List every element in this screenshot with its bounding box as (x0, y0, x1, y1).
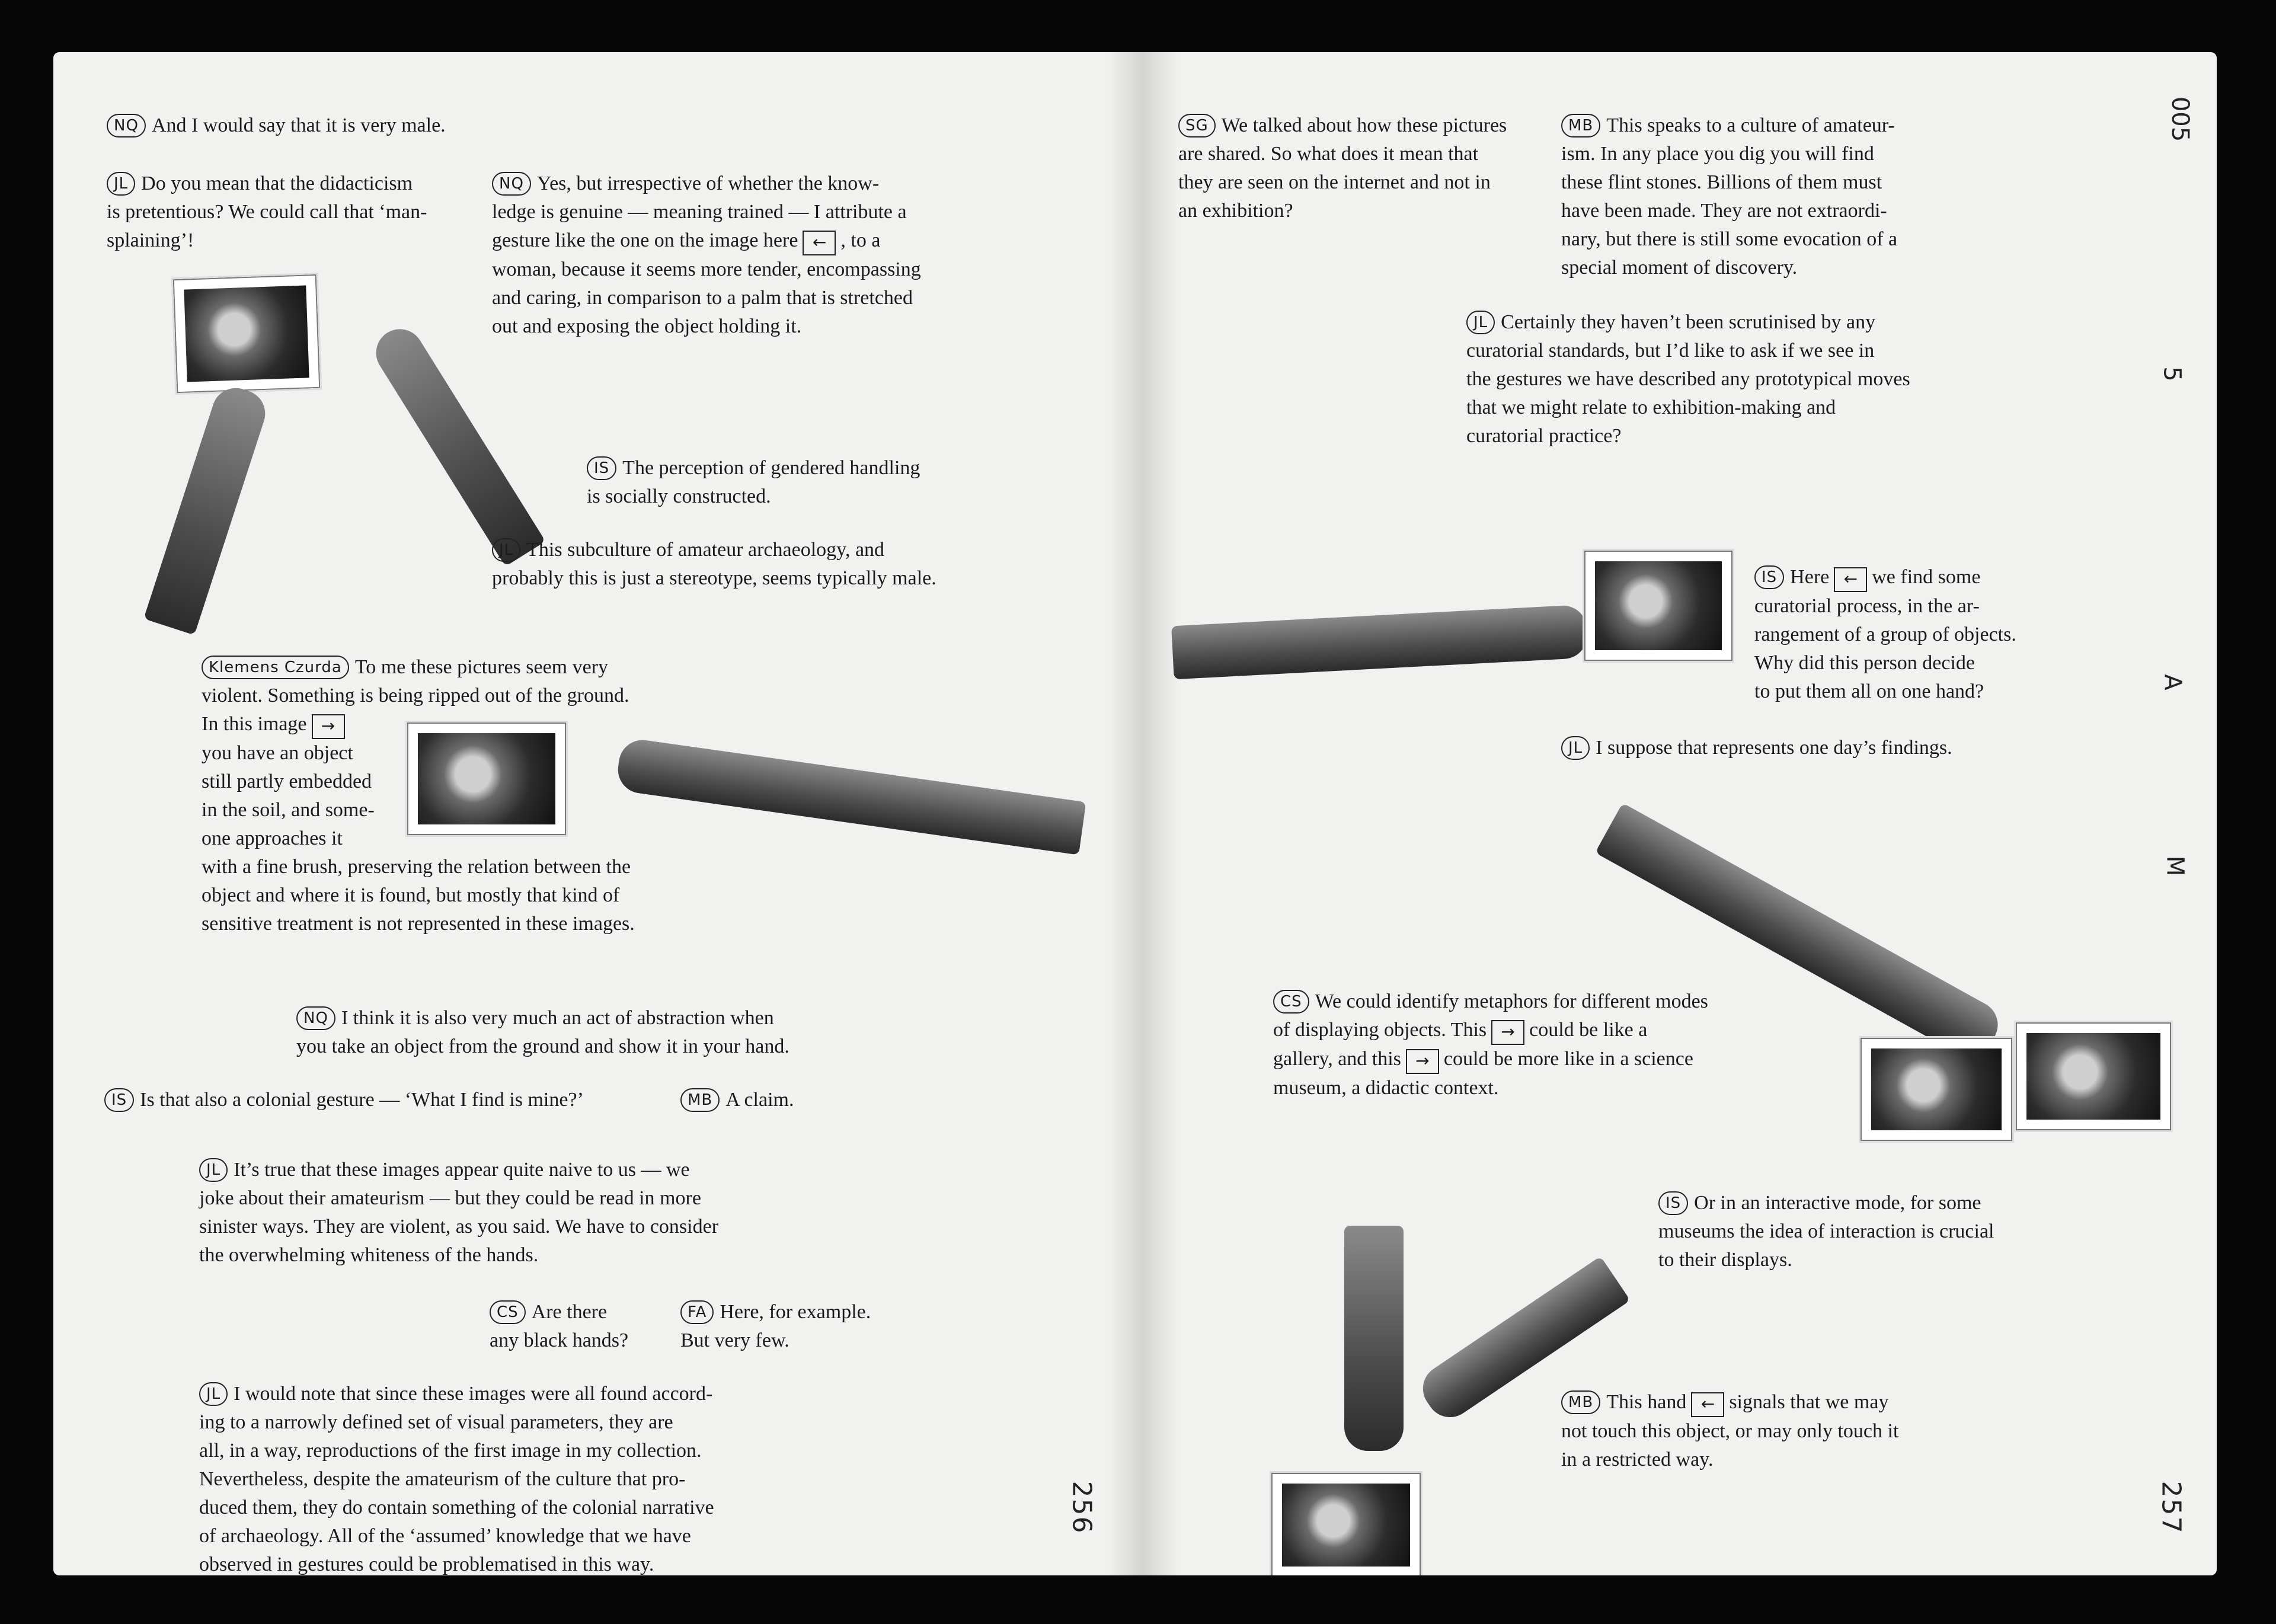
speaker-tag: MB (680, 1088, 720, 1112)
speaker-tag: JL (492, 538, 520, 562)
text-line: joke about their amateurism — but they could be read in more (199, 1187, 701, 1209)
dialogue-block-is-4 (1658, 1189, 1994, 1274)
speaker-tag: MB (1561, 114, 1600, 138)
text-line: signals that we may (1729, 1391, 1889, 1413)
text-line: woman, because it seems more tender, encompassing (492, 258, 921, 280)
speaker-tag: IS (1754, 565, 1784, 589)
text-line: ing to a narrowly defined set of visual parameters, they are (199, 1411, 673, 1433)
arrow-right-icon: → (1491, 1020, 1524, 1045)
text-line: special moment of discovery. (1561, 257, 1798, 279)
dialogue-block-is-3 (1754, 563, 2016, 706)
text-line: curatorial practice? (1466, 425, 1622, 447)
text-line: It’s true that these images appear quite naive to us — we (234, 1159, 690, 1181)
text-line: is pretentious? We could call that ‘man- (107, 201, 427, 223)
text-line: museums the idea of interaction is crucial (1658, 1220, 1994, 1242)
text-line: object and where it is found, but mostly that kind of (202, 884, 620, 906)
speaker-tag: CS (1273, 990, 1309, 1014)
speaker-tag: IS (1658, 1191, 1688, 1215)
speaker-tag: NQ (296, 1006, 335, 1030)
text-line: out and exposing the object holding it. (492, 315, 802, 337)
speaker-tag: SG (1178, 114, 1216, 138)
text-line: have been made. They are not extraordi- (1561, 200, 1887, 222)
text-line: We could identify metaphors for different modes (1315, 990, 1708, 1012)
text-line: Why did this person decide (1754, 652, 1975, 674)
arm-cutout-reaching (615, 737, 1086, 855)
text-line: you have an object (202, 742, 353, 764)
dialogue-block-nq-3 (296, 1004, 789, 1061)
text-line: splaining’! (107, 229, 194, 251)
text-line: duced them, they do contain something of the colonial narrative (199, 1497, 714, 1518)
text-line: Are there (531, 1301, 608, 1323)
text-line: We talked about how these pictures (1221, 114, 1507, 136)
text-line: In this image (202, 713, 307, 735)
dialogue-block-cs-1 (490, 1298, 628, 1355)
speaker-tag: IS (104, 1088, 134, 1112)
text-line: in the soil, and some- (202, 799, 375, 821)
dialogue-block-jl-3 (199, 1156, 718, 1270)
dialogue-block-mb-3 (1561, 1388, 1898, 1474)
arm-cutout-right (367, 320, 545, 567)
dialogue-block-mb-2 (1561, 111, 1897, 282)
dialogue-block-jl-5 (1466, 308, 1910, 450)
text-line: sinister ways. They are violent, as you said. We have to consider (199, 1216, 719, 1238)
text-line: in a restricted way. (1561, 1449, 1714, 1470)
photo-object-in-palm (1859, 1036, 2014, 1143)
text-line: nary, but there is still some evocation of a (1561, 228, 1898, 250)
text-line: are shared. So what does it mean that (1178, 143, 1479, 165)
speaker-tag: FA (680, 1300, 714, 1324)
text-line: Yes, but irrespective of whether the know- (536, 172, 880, 194)
text-line: I think it is also very much an act of abstraction when (341, 1007, 774, 1029)
arm-cutout-offering (1171, 605, 1588, 680)
text-line: I suppose that represents one day’s findings. (1596, 737, 1952, 759)
speaker-tag: Klemens Czurda (202, 656, 349, 679)
speaker-tag: NQ (107, 114, 146, 138)
text-line: to their displays. (1658, 1249, 1792, 1271)
arrow-right-icon: → (1406, 1049, 1439, 1074)
page-number-left: 256 (1066, 1481, 1097, 1535)
photo-objects-on-hand (1583, 549, 1734, 663)
text-line: probably this is just a stereotype, seems typically male. (492, 567, 936, 589)
left-page (53, 52, 1143, 1575)
text-line: This subculture of amateur archaeology, and (526, 539, 885, 561)
gutter-shadow-right (1143, 52, 1178, 1575)
text-line: of archaeology. All of the ‘assumed’ knowledge that we have (199, 1525, 691, 1547)
dialogue-block-jl-1 (107, 170, 427, 255)
running-head-letter: 5 (2158, 366, 2186, 382)
arm-cutout-left (143, 382, 271, 635)
text-line: curatorial standards, but I’d like to ask if we see in (1466, 340, 1875, 362)
speaker-tag: NQ (492, 172, 531, 196)
text-line: sensitive treatment is not represented in these images. (202, 913, 635, 935)
dialogue-block-jl-6 (1561, 734, 1952, 762)
dialogue-block-is-2 (104, 1086, 584, 1114)
speaker-tag: JL (199, 1382, 228, 1406)
photo-hands-holding-object (171, 273, 322, 395)
text-line: To me these pictures seem very (354, 656, 609, 678)
page-number-right: 257 (2156, 1481, 2187, 1535)
text-line: the gestures we have described any prototypical moves (1466, 368, 1910, 390)
text-line: museum, a didactic context. (1273, 1077, 1499, 1099)
dialogue-block-jl-4 (199, 1380, 714, 1575)
arm-cutout-vertical (1344, 1226, 1404, 1451)
text-line: that we might relate to exhibition-making and (1466, 397, 1836, 418)
text-line: could be like a (1529, 1019, 1648, 1041)
text-line: Certainly they haven’t been scrutinised by any (1501, 311, 1876, 333)
speaker-tag: JL (107, 172, 135, 196)
text-line: Here (1790, 566, 1830, 588)
text-line: ledge is genuine — meaning trained — I attribute a (492, 201, 907, 223)
text-line: one approaches it (202, 827, 343, 849)
dialogue-block-fa-1 (680, 1298, 871, 1355)
running-head-number: 005 (2166, 96, 2194, 142)
text-line: Here, for example. (720, 1301, 871, 1323)
gutter-shadow-left (1107, 52, 1143, 1575)
speaker-tag: JL (199, 1158, 228, 1182)
text-line: ism. In any place you dig you will find (1561, 143, 1874, 165)
text-line: and caring, in comparison to a palm that is stretched (492, 287, 913, 309)
speaker-tag: JL (1466, 311, 1495, 334)
text-line: is socially constructed. (587, 485, 771, 507)
text-line: gallery, and this (1273, 1048, 1401, 1070)
dialogue-block-is-1 (587, 454, 920, 511)
photo-brush-excavation (405, 721, 568, 837)
text-line: violent. Something is being ripped out of the ground. (202, 685, 629, 706)
dialogue-block-cs-2 (1273, 987, 1708, 1102)
right-page (1143, 52, 2217, 1575)
text-line: A claim. (725, 1089, 794, 1111)
text-line: curatorial process, in the ar- (1754, 595, 1980, 617)
text-line: And I would say that it is very male. (151, 114, 446, 136)
arrow-right-icon: → (312, 714, 345, 739)
text-line: , to a (840, 229, 881, 251)
text-line: they are seen on the internet and not in (1178, 171, 1491, 193)
text-line: rangement of a group of objects. (1754, 624, 2016, 645)
speaker-tag: IS (587, 456, 616, 480)
text-line: you take an object from the ground and show it in your hand. (296, 1035, 789, 1057)
dialogue-block-mb-1 (680, 1086, 794, 1114)
running-head-letter: A (2159, 674, 2187, 690)
running-head-letter: M (2161, 855, 2189, 877)
arrow-left-icon: ← (1834, 567, 1867, 592)
arrow-left-icon: ← (1691, 1392, 1724, 1417)
text-line: This hand (1606, 1391, 1687, 1413)
text-line: Do you mean that the didacticism (141, 172, 413, 194)
arrow-left-icon: ← (803, 231, 836, 255)
text-line: But very few. (680, 1329, 789, 1351)
text-line: Or in an interactive mode, for some (1694, 1192, 1981, 1214)
text-line: to put them all on one hand? (1754, 680, 1984, 702)
text-line: not touch this object, or may only touch it (1561, 1420, 1899, 1442)
text-line: we find some (1872, 566, 1981, 588)
text-line: The perception of gendered handling (622, 457, 920, 479)
text-line: an exhibition? (1178, 200, 1293, 222)
text-line: any black hands? (490, 1329, 629, 1351)
text-line: could be more like in a science (1443, 1048, 1693, 1070)
text-line: with a fine brush, preserving the relation between the (202, 856, 631, 878)
photo-stone-on-palm (2014, 1021, 2173, 1132)
dialogue-block-nq-1 (107, 111, 446, 140)
text-line: Is that also a colonial gesture — ‘What I find is mine?’ (140, 1089, 584, 1111)
text-line: of displaying objects. This (1273, 1019, 1487, 1041)
dialogue-block-jl-2 (492, 536, 936, 593)
dialogue-block-nq-2 (492, 170, 921, 341)
speaker-tag: MB (1561, 1390, 1600, 1414)
speaker-tag: JL (1561, 736, 1590, 760)
text-line: gesture like the one on the image here (492, 229, 798, 251)
text-line: observed in gestures could be problematised in this way. (199, 1553, 654, 1575)
text-line: I would note that since these images were all found accord- (234, 1383, 713, 1405)
text-line: all, in a way, reproductions of the first image in my collection. (199, 1440, 702, 1462)
text-line: still partly embedded (202, 771, 372, 792)
text-line: This speaks to a culture of amateur- (1606, 114, 1895, 136)
text-line: the overwhelming whiteness of the hands. (199, 1244, 539, 1266)
speaker-tag: CS (490, 1300, 526, 1324)
dialogue-block-sg-1 (1178, 111, 1507, 225)
photo-restricted-touch (1270, 1471, 1422, 1575)
text-line: Nevertheless, despite the amateurism of the culture that pro- (199, 1468, 686, 1490)
text-line: these flint stones. Billions of them must (1561, 171, 1882, 193)
